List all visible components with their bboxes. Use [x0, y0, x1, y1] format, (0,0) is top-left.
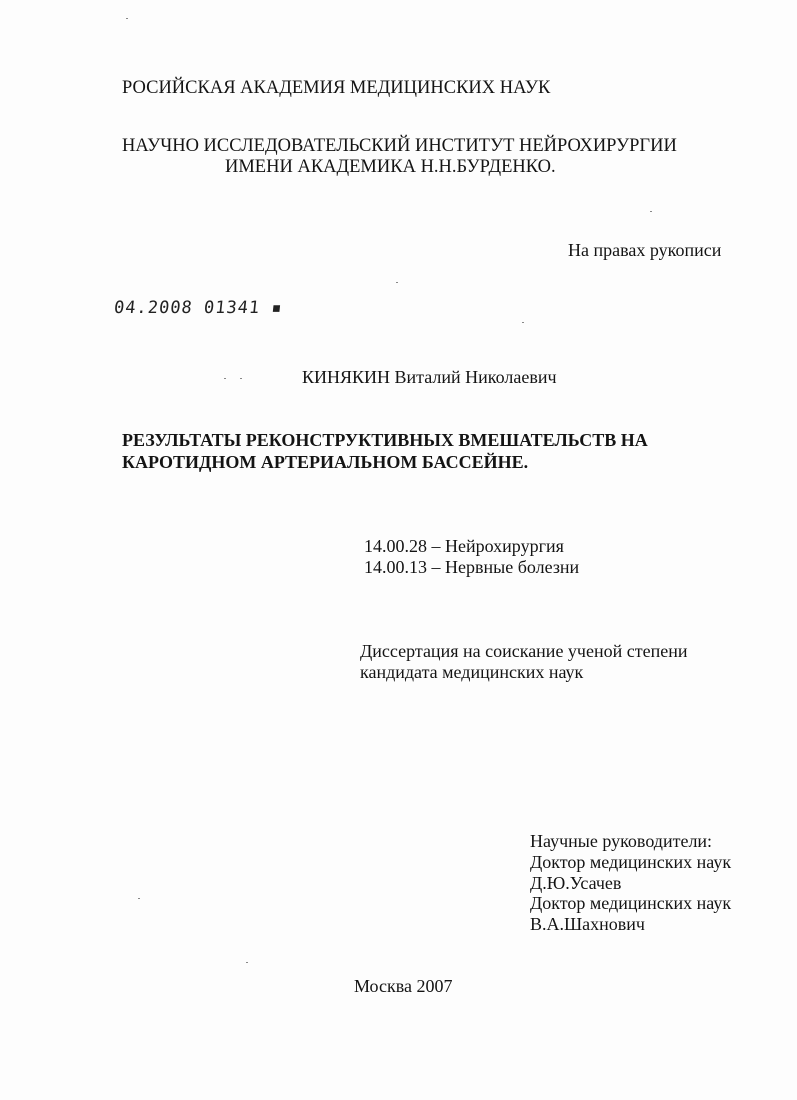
registration-number: 04.2008 01341 — [113, 298, 262, 318]
specialty-code: 14.00.13 – Нервные болезни — [364, 557, 580, 577]
scan-speck — [522, 322, 524, 323]
supervisor-name: В.А.Шахнович — [530, 914, 645, 934]
supervisor-name: Д.Ю.Усачев — [530, 873, 622, 893]
scan-speck — [240, 378, 242, 379]
author-name: КИНЯКИН Виталий Николаевич — [302, 367, 557, 387]
scan-speck — [138, 898, 140, 899]
stamp-dash: ▪ — [259, 298, 284, 318]
scan-speck — [126, 18, 128, 19]
degree-line2: кандидата медицинских наук — [360, 662, 584, 682]
scan-speck — [650, 211, 652, 212]
supervisors-heading: Научные руководители: — [530, 831, 713, 851]
scan-speck — [224, 378, 226, 379]
scan-speck — [396, 282, 398, 283]
institute-name-line1: НАУЧНО ИССЛЕДОВАТЕЛЬСКИЙ ИНСТИТУТ НЕЙРОХИРУРГИИ — [122, 136, 677, 156]
registration-stamp — [113, 298, 284, 319]
degree-line1: Диссертация на соискание ученой степени — [360, 641, 688, 661]
thesis-title-line1: РЕЗУЛЬТАТЫ РЕКОНСТРУКТИВНЫХ ВМЕШАТЕЛЬСТВ НА — [122, 430, 648, 450]
supervisor-degree: Доктор медицинских наук — [530, 852, 732, 872]
city-year: Москва 2007 — [354, 976, 453, 996]
specialty-code: 14.00.28 – Нейрохирургия — [364, 536, 564, 556]
institute-name-line2: ИМЕНИ АКАДЕМИКА Н.Н.БУРДЕНКО. — [225, 157, 556, 177]
academy-name: РОСИЙСКАЯ АКАДЕМИЯ МЕДИЦИНСКИХ НАУК — [122, 78, 551, 98]
scan-speck — [246, 962, 248, 963]
manuscript-note: На правах рукописи — [568, 240, 722, 260]
supervisor-degree: Доктор медицинских наук — [530, 893, 732, 913]
thesis-title-line2: КАРОТИДНОМ АРТЕРИАЛЬНОМ БАССЕЙНЕ. — [122, 452, 529, 472]
